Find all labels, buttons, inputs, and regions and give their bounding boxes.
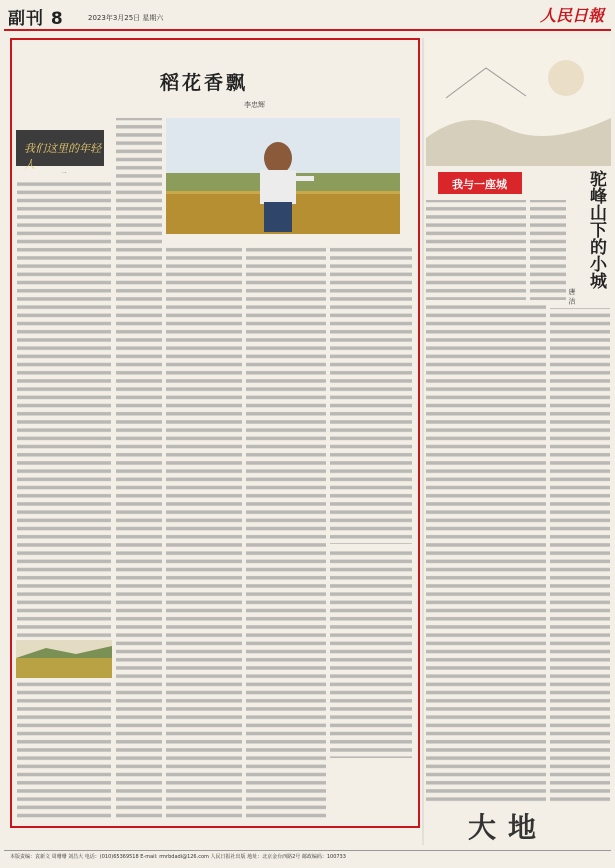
footer-text: 本版责编：袁新文 周珊珊 刘昌大 电话：(010)65369518 E-mail: rmrbdadi@126.com 人民日报社出版 地址：北京金台西路2号 邮政编码：100733 xyxy=(10,854,346,860)
field-illustration xyxy=(16,640,112,678)
newspaper-logo: 人民日報 xyxy=(540,6,605,25)
bottom-banner: 大地 xyxy=(468,811,549,844)
right-illustration xyxy=(426,38,611,166)
right-column-tag xyxy=(438,172,522,194)
left-article-author: 李忠辉 xyxy=(244,101,265,109)
section-heading: 一 xyxy=(61,171,67,177)
section-label: 副刊 8 xyxy=(8,9,64,29)
right-column-tag-text: 我与一座城 xyxy=(452,178,507,191)
issue-date: 2023年3月25日 星期六 xyxy=(88,14,164,22)
right-article-title: 驼峰山下的小城 xyxy=(586,170,606,289)
left-article-title: 稻花香飘 xyxy=(160,72,249,94)
right-article-author: 唐 洁 xyxy=(568,288,576,305)
page-footer xyxy=(4,850,611,865)
left-column-tag-text: 我们这里的年轻人 xyxy=(24,142,101,171)
